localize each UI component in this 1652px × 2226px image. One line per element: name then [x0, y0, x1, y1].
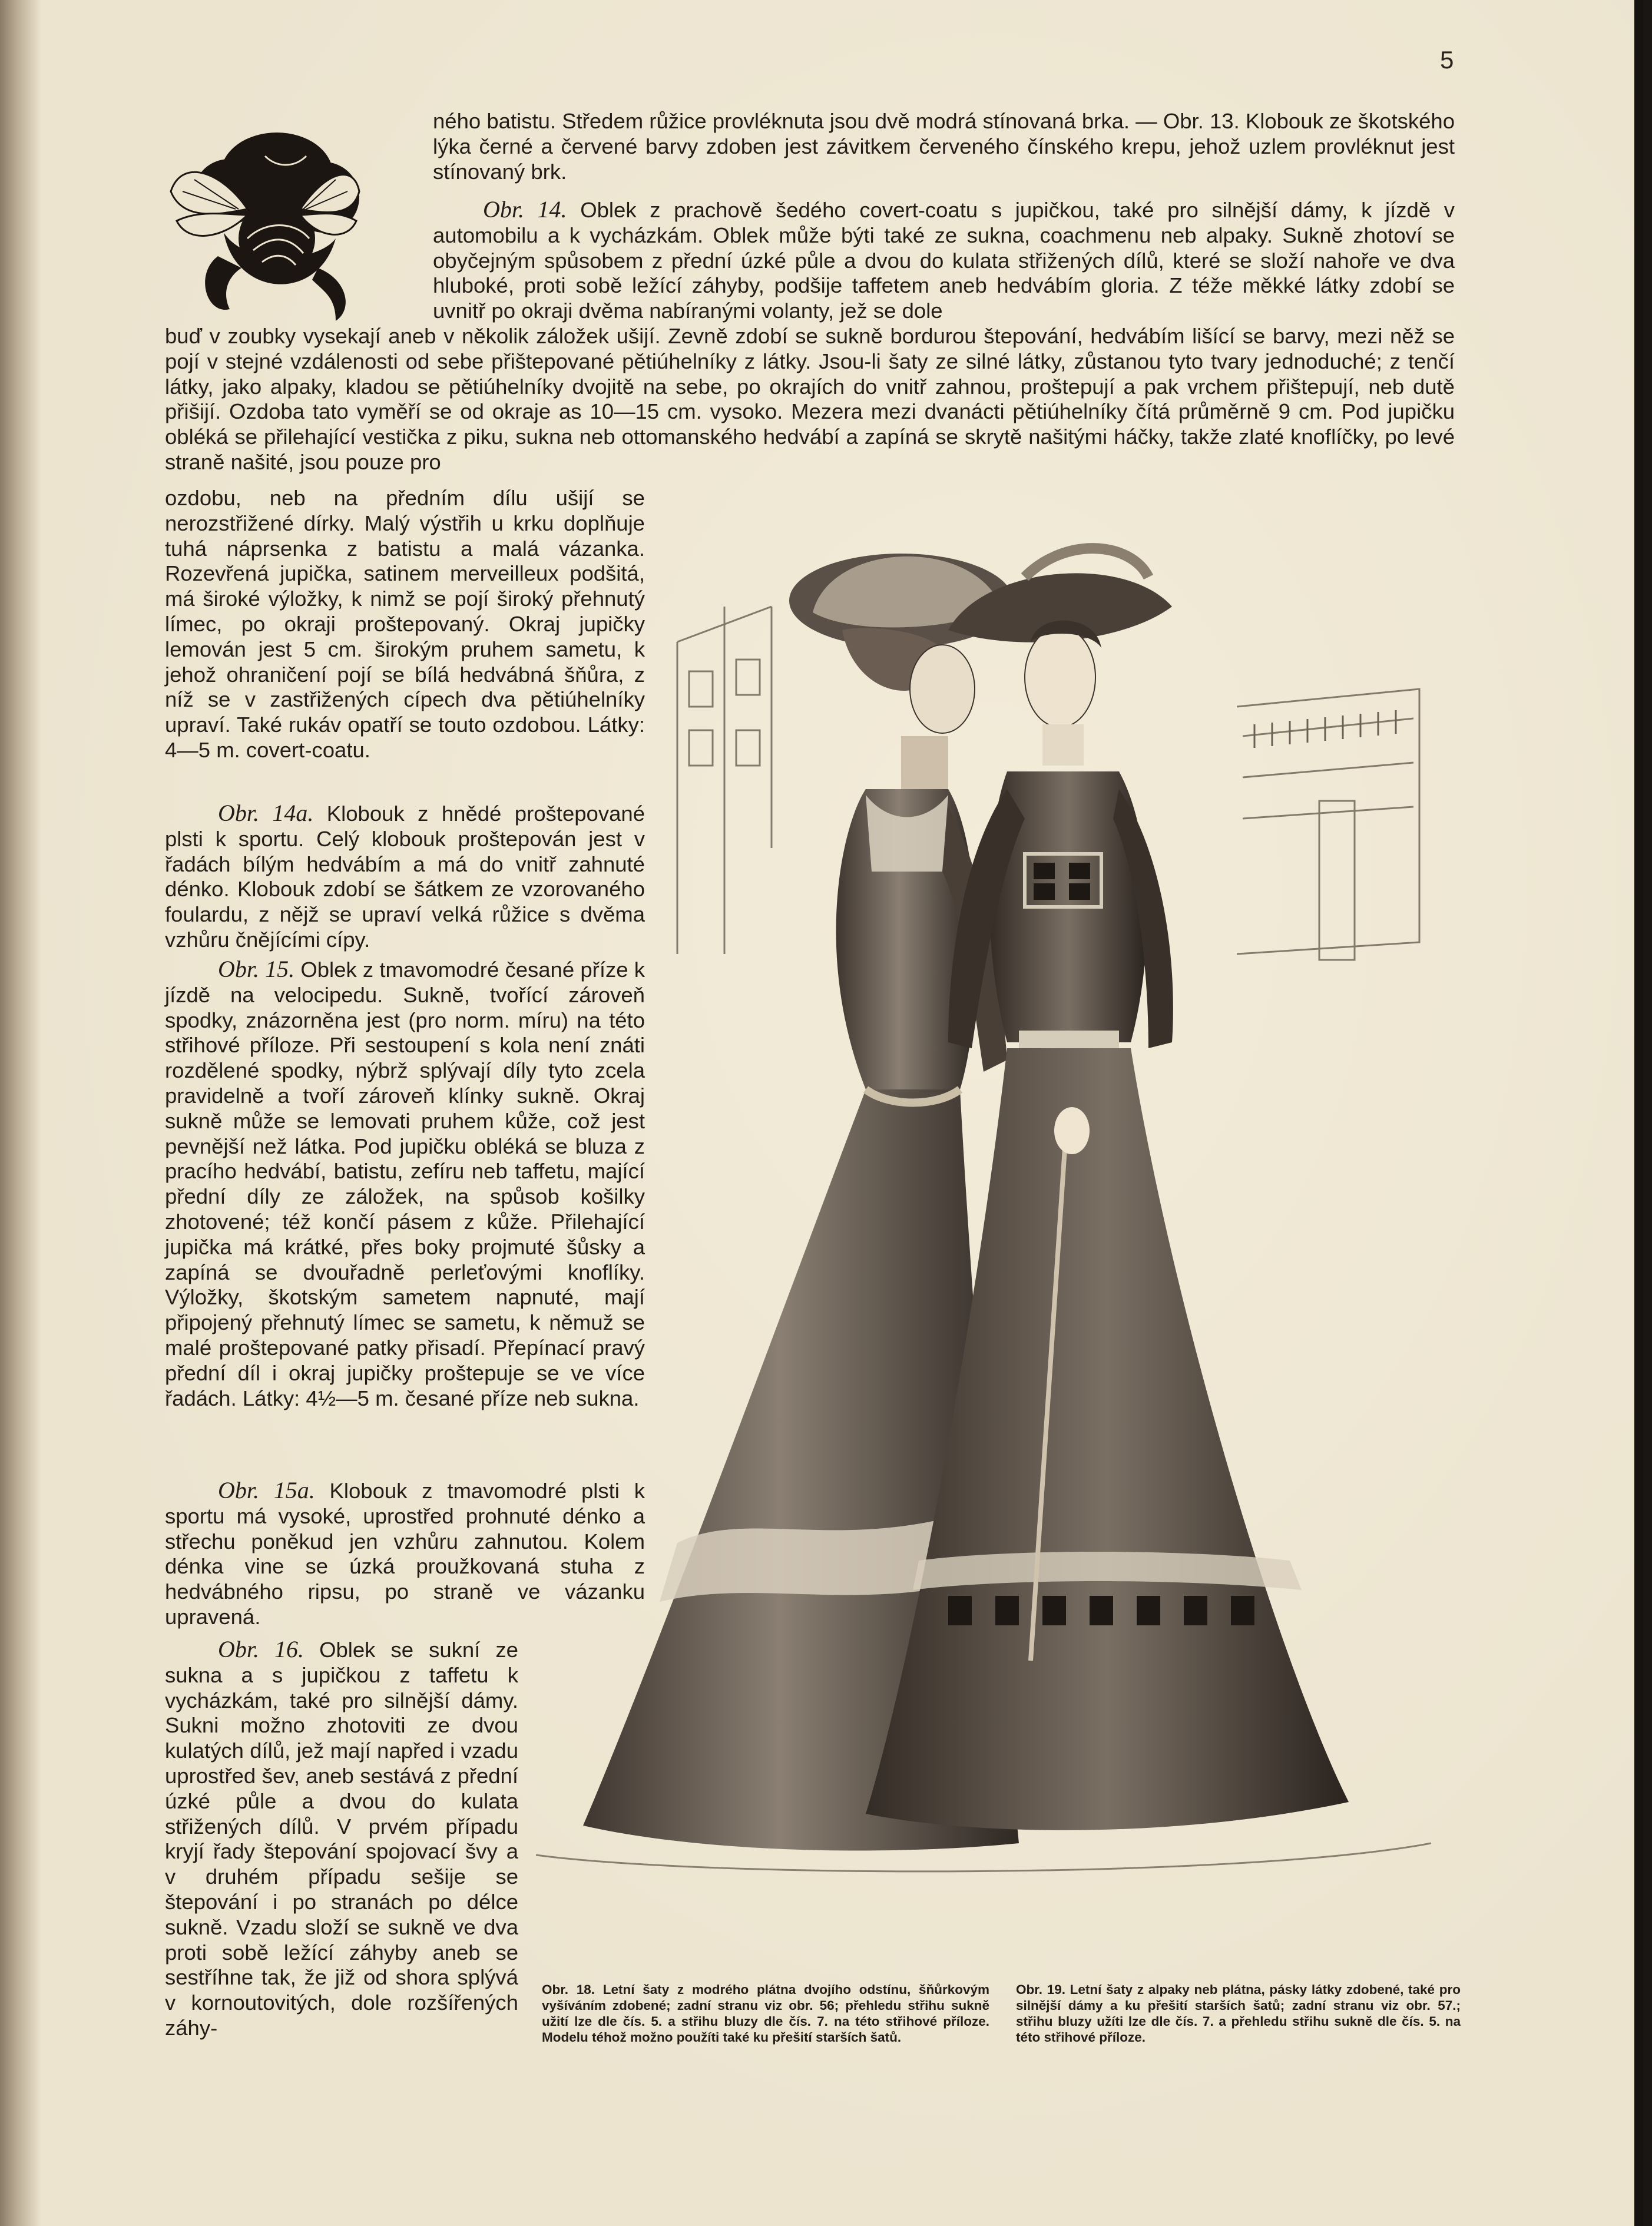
obr15a-paragraph: Obr. 15a. Klobouk z tmavomodré plsti k sportu má vysoké, uprostřed prohnuté dénko a střechu poněkud jen vzhůru zahnutou. Kolem dénka vine se úzká proužkovaná stuha z hedvábného ripsu, po straně ve vázanku upravená. [165, 1477, 645, 1629]
caption-obr18: Obr. 18. Letní šaty z modrého plátna dvojího odstínu, šňůrkovým vyšíváním zdobené; zadní stranu viz obr. 56; přehledu střihu sukně užití lze dle čís. 5. a střihu bluzy dle čís. 7. na této střihové příloze. Modelu téhož možno použíti také ku přešití starších šatů. [542, 1982, 989, 2045]
top-paragraph: ného batistu. Středem růžice provléknuta jsou dvě modrá stínovaná brka. — Obr. 13. Klobouk ze škotského lýka černé a červené barvy zdoben jest závitkem červeného čínského krepu, jehož uzlem provléknut jest stínovaný brk. [433, 109, 1455, 184]
obr14-paragraph-b: buď v zoubky vysekají aneb v několik záložek ušijí. Zevně zdobí se sukně bordurou štepování, hedvábím lišící se barvy, mezi něž se pojí v stejné vzdálenosti od sebe přištepované pětiúhelníky z látky. Jsou-li šaty ze silné látky, zůstanou tyto tvary jednoduché; z tenčí látky, jako alpaky, kladou se pětiúhelníky dvojitě na sebe, po okrajích do vnitř zahnou, proštepují a pak vrchem přištepují, neb dutě přišijí. Ozdoba tato vyměří se od okraje as 10—15 cm. vysoko. Mezera mezi dvanácti pětiúhelníky čítá průměrně 9 cm. Pod jupičku obléká se přilehající vestička z piku, sukna neb ottomanského hedvábí a zapíná se skrytě našitými háčky, takže zlaté knoflíčky, po levé straně našité, jsou pouze pro [165, 324, 1455, 474]
floral-ornament-icon [159, 121, 377, 324]
obr14-paragraph-a: Obr. 14. Oblek z prachově šedého covert-coatu s jupičkou, také pro silnější dámy, k jízdě v automobilu a k vycházkám. Oblek může býti také ze sukna, coachmenu neb alpaky. Sukně zhotoví se obyčejným spůsobem z přední úzké půle a dvou do kulata střižených dílů, které se složí nahoře ve dva hluboké, proti sobě ležící záhyby, podšije taffetem aneb hedvábím gloria. Z téže měkké látky zdobí se uvnitř po okraji dvěma nabíranými volanty, jež se dole [433, 196, 1455, 323]
obr15-paragraph: Obr. 15. Oblek z tmavomodré česané příze k jízdě na velocipedu. Sukně, tvořící zároveň spodky, znázorněna jest (pro norm. míru) na této střihové příloze. Při sestoupení s kola není znáti rozdělené spodky, nýbrž splývají díly tyto zcela pravidelně a tvoří zároveň klínky sukně. Okraj sukně může se lemovati pruhem kůže, což jest pevnější než látka. Pod jupičku obléká se bluza z pracího hedvábí, batistu, zefíru neb taffetu, mající přední díly ze záložek, na spůsob košilky zhotovené; též končí pásem z kůže. Přilehající jupička má krátké, přes boky projmuté šůsky a zapíná se dvouřadně perleťovými knoflíky. Výložky, škotským sametem napnuté, mají připojený přehnutý límec se sametu, k němuž se malé proštepované patky přisadí. Přepínací pravý přední díl i okraj jupičky proštepuje se ve více řadách. Látky: 4½—5 m. česané příze neb sukna. [165, 956, 645, 1410]
book-spine-shadow [0, 0, 41, 2226]
obr14-paragraph-c: ozdobu, neb na předním dílu ušijí se nerozstřižené dírky. Malý výstřih u krku doplňuje tuhá náprsenka z batistu a malá vázanka. Rozevřená jupička, satinem merveilleux podšitá, má široké výložky, k nimž se pojí široký přehnutý límec, po okraji proštepovaný. Okraj jupičky lemován jest 5 cm. širokým pruhem sametu, k jehož ohraničení pojí se bílá hedvábná šňůra, z níž se v zastřižených cípech dva pětiúhelníky upraví. Také rukáv opatří se touto ozdobou. Látky: 4—5 m. covert-coatu. [165, 486, 645, 762]
page-edge [1634, 0, 1643, 2226]
obr14a-paragraph: Obr. 14a. Klobouk z hnědé proštepované plsti k sportu. Celý klobouk proštepován jest v řadách bílým hedvábím a má do vnitř zahnuté dénko. Klobouk zdobí se šátkem ze vzorovaného foulardu, z nějž se upraví velká růžice s dvěma vzhůru čnějícími cípy. [165, 800, 645, 952]
fashion-plate-illustration [536, 542, 1431, 1973]
caption-obr19: Obr. 19. Letní šaty z alpaky neb plátna, pásky látky zdobené, také pro silnější dámy a ku přešití starších šatů; zadní stranu viz obr. 57.; střihu bluzy užíti lze dle čís. 7. a přehledu střihu sukně dle čís. 5. na této střihové příloze. [1016, 1982, 1461, 2045]
obr16-paragraph: Obr. 16. Oblek se sukní ze sukna a s jupičkou z taffetu k vycházkám, také pro silnější dámy. Sukni možno zhotoviti ze dvou kulatých dílů, jež mají napřed i vzadu uprostřed šev, aneb sestává z přední úzké půle a dvou do kulata střižených dílů. V prvém případu kryjí řady štepování spojovací švy a v druhém případu sešije se štepování i po stranách po délce sukně. Vzadu složí se sukně ve dva proti sobě ležící záhyby aneb se sestříhne tak, že již od shora splývá v kornoutovitých, dole rozšířených záhy- [165, 1636, 518, 2040]
page-number: 5 [1440, 46, 1454, 74]
obr14-lead: Obr. 14. [483, 196, 567, 223]
